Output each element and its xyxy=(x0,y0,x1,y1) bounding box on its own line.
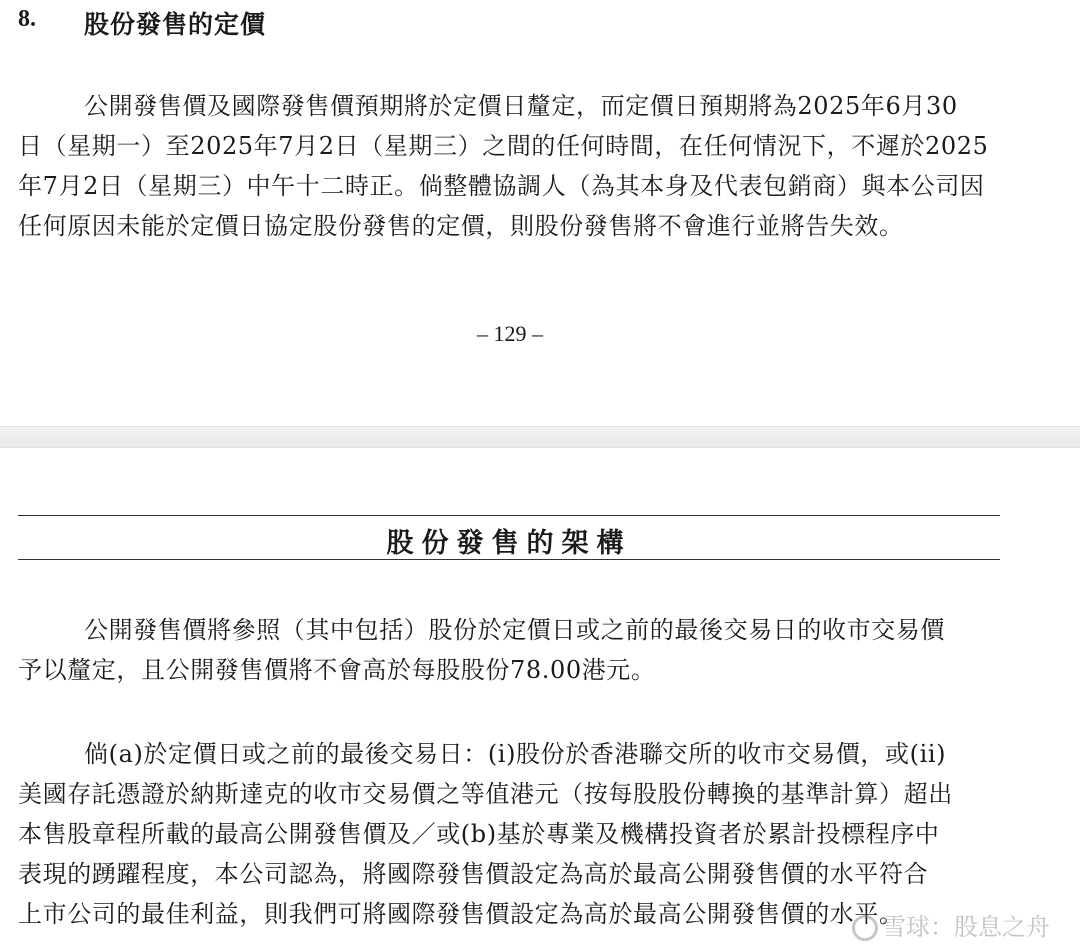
paragraph-line: 上市公司的最佳利益，則我們可將國際發售價設定為高於最高公開發售價的水平。 xyxy=(18,900,904,928)
paragraph-line: 任何原因未能於定價日協定股份發售的定價，則股份發售將不會進行並將告失效。 xyxy=(18,212,904,240)
watermark xyxy=(852,907,1050,942)
watermark-text: 雪球：股息之舟 xyxy=(882,913,1050,941)
paragraph-line: 年7月2日（星期三）中午十二時正。倘整體協調人（為其本身及代表包銷商）與本公司因 xyxy=(18,172,985,200)
title-bottom-rule xyxy=(18,559,1000,560)
paragraph-line: 美國存託憑證於納斯達克的收市交易價之等值港元（按每股股份轉換的基準計算）超出 xyxy=(18,780,953,808)
section-number: 8. xyxy=(18,6,36,32)
paragraph-line: 公開發售價將參照（其中包括）股份於定價日或之前的最後交易日的收市交易價 xyxy=(84,616,945,644)
page-separator xyxy=(0,426,1080,448)
document-page-129 xyxy=(0,0,1080,426)
paragraph-line: 予以釐定，且公開發售價將不會高於每股股份78.00港元。 xyxy=(18,656,656,684)
document-page-next xyxy=(0,448,1080,952)
chapter-title: 股份發售的架構 xyxy=(386,528,632,559)
paragraph-line: 日（星期一）至2025年7月2日（星期三）之間的任何時間，在任何情況下，不遲於2025 xyxy=(18,132,989,160)
paragraph-line: 公開發售價及國際發售價預期將於定價日釐定，而定價日預期將為2025年6月30 xyxy=(84,92,958,120)
title-top-rule xyxy=(18,515,1000,516)
snowball-logo-icon xyxy=(852,915,878,941)
paragraph-line: 表現的踴躍程度，本公司認為，將國際發售價設定為高於最高公開發售價的水平符合 xyxy=(18,860,929,888)
paragraph-line: 倘(a)於定價日或之前的最後交易日：(i)股份於香港聯交所的收市交易價，或(ii) xyxy=(84,740,947,768)
paragraph-line: 本售股章程所載的最高公開發售價及／或(b)基於專業及機構投資者於累計投標程序中 xyxy=(18,820,940,848)
section-heading: 股份發售的定價 xyxy=(84,10,267,39)
page-number: – 129 – xyxy=(477,321,543,346)
